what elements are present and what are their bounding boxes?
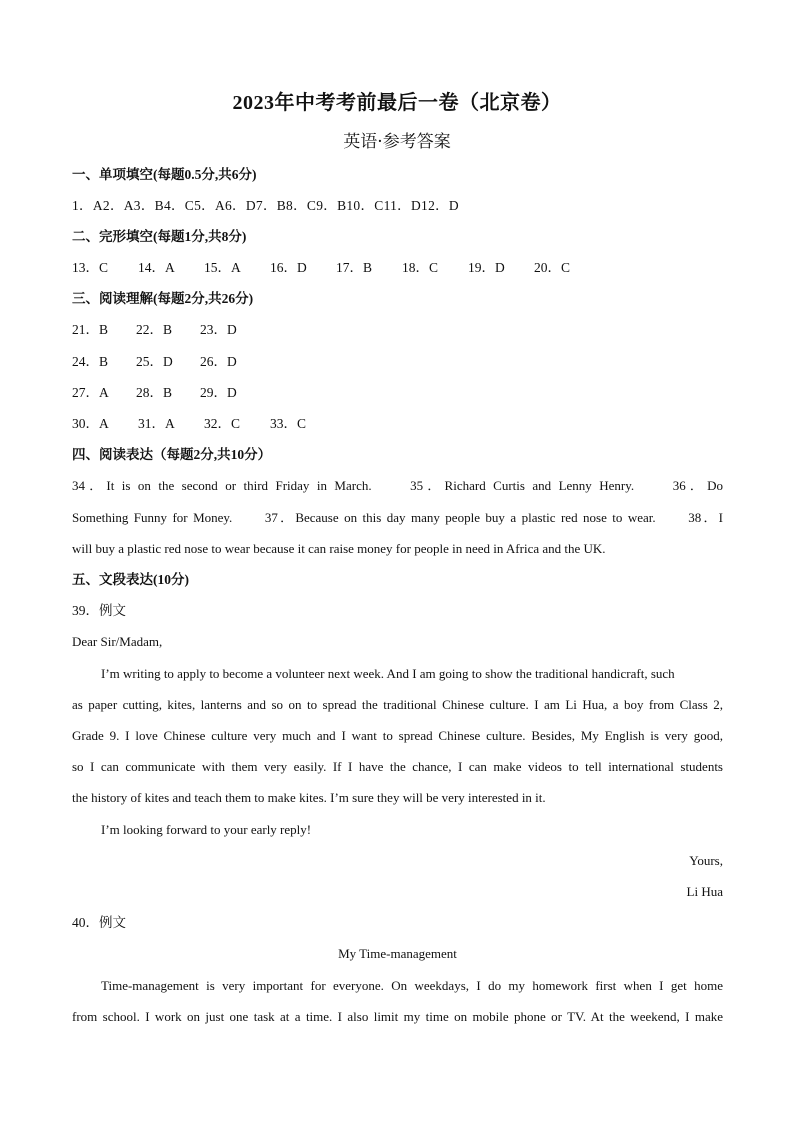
section-5-heading: 五、文段表达(10分) xyxy=(72,572,189,587)
q40-body-line: from school. I work on just one task at a time. I also limit my time on mobile phone or TV. At the weekend, I make xyxy=(72,1009,723,1024)
answer-item: 30．A xyxy=(72,416,109,431)
answer-item: 27．A xyxy=(72,385,109,400)
section-1-answers: 1．A2．A3．B4．C5．A6．D7．B8．C9．B10．C11．D12．D xyxy=(72,198,459,213)
answer-item: 16．D xyxy=(270,260,307,275)
section-4-line: 34．It is on the second or third Friday in March. 35．Richard Curtis and Lenny Henry. 36．Do xyxy=(72,478,723,493)
q39-label: 39．例文 xyxy=(72,603,126,618)
answer-item: 24．B xyxy=(72,354,109,369)
section-2-answers xyxy=(72,258,723,278)
section-3-heading: 三、阅读理解(每题2分,共26分) xyxy=(72,291,254,306)
answer-item: 26．D xyxy=(200,354,237,369)
document-title: 2023年中考考前最后一卷（北京卷） xyxy=(232,92,562,114)
q39-body-line: so I can communicate with them very easily. If I have the chance, I can make videos to tell international students xyxy=(72,759,723,774)
section-3-row xyxy=(72,352,723,372)
answer-item: 14．A xyxy=(138,260,175,275)
section-4-heading: 四、阅读表达（每题2分,共10分） xyxy=(72,447,272,462)
section-3-row xyxy=(72,320,723,340)
answer-item: 25．D xyxy=(136,354,173,369)
q40-body-line: Time-management is very important for everyone. On weekdays, I do my homework first when I get home xyxy=(101,978,723,993)
answer-item: 31．A xyxy=(138,416,175,431)
answer-item: 28．B xyxy=(136,385,173,400)
answer-item: 15．A xyxy=(204,260,241,275)
answer-item: 23．D xyxy=(200,322,237,337)
answer-item: 21．B xyxy=(72,322,109,337)
answer-item: 29．D xyxy=(200,385,237,400)
q39-closing-line: I’m looking forward to your early reply! xyxy=(101,822,312,837)
document-subtitle: 英语·参考答案 xyxy=(343,132,451,152)
section-3-row xyxy=(72,414,723,434)
section-2-heading: 二、完形填空(每题1分,共8分) xyxy=(72,229,247,244)
answer-item: 13．C xyxy=(72,260,109,275)
q39-signoff: Yours, xyxy=(689,853,723,868)
section-4-line: Something Funny for Money. 37．Because on this day many people buy a plastic red nose to wear. 38．I xyxy=(72,510,723,525)
answer-item: 18．C xyxy=(402,260,439,275)
section-1-heading: 一、单项填空(每题0.5分,共6分) xyxy=(72,167,257,182)
q39-body-line: Grade 9. I love Chinese culture very much and I want to spread Chinese culture. Besides, My English is very good, xyxy=(72,728,723,743)
q40-label: 40．例文 xyxy=(72,915,126,930)
q39-greeting: Dear Sir/Madam, xyxy=(72,634,163,649)
q40-title: My Time-management xyxy=(338,946,457,961)
answer-item: 17．B xyxy=(336,260,373,275)
q39-body-line: as paper cutting, kites, lanterns and so on to spread the traditional Chinese culture. I am Li Hua, a boy from Class 2, xyxy=(72,697,723,712)
answer-item: 19．D xyxy=(468,260,505,275)
section-4-line: will buy a plastic red nose to wear because it can raise money for people in need in Africa and the UK. xyxy=(72,541,606,556)
q39-body-line: the history of kites and teach them to make kites. I’m sure they will be very interested in it. xyxy=(72,790,546,805)
q39-signature: Li Hua xyxy=(686,884,723,899)
q39-body-line: I’m writing to apply to become a volunteer next week. And I am going to show the traditional handicraft, such xyxy=(101,666,675,681)
section-3-row xyxy=(72,383,723,403)
answer-item: 20．C xyxy=(534,260,571,275)
answer-item: 33．C xyxy=(270,416,307,431)
answer-item: 22．B xyxy=(136,322,173,337)
answer-item: 32．C xyxy=(204,416,241,431)
